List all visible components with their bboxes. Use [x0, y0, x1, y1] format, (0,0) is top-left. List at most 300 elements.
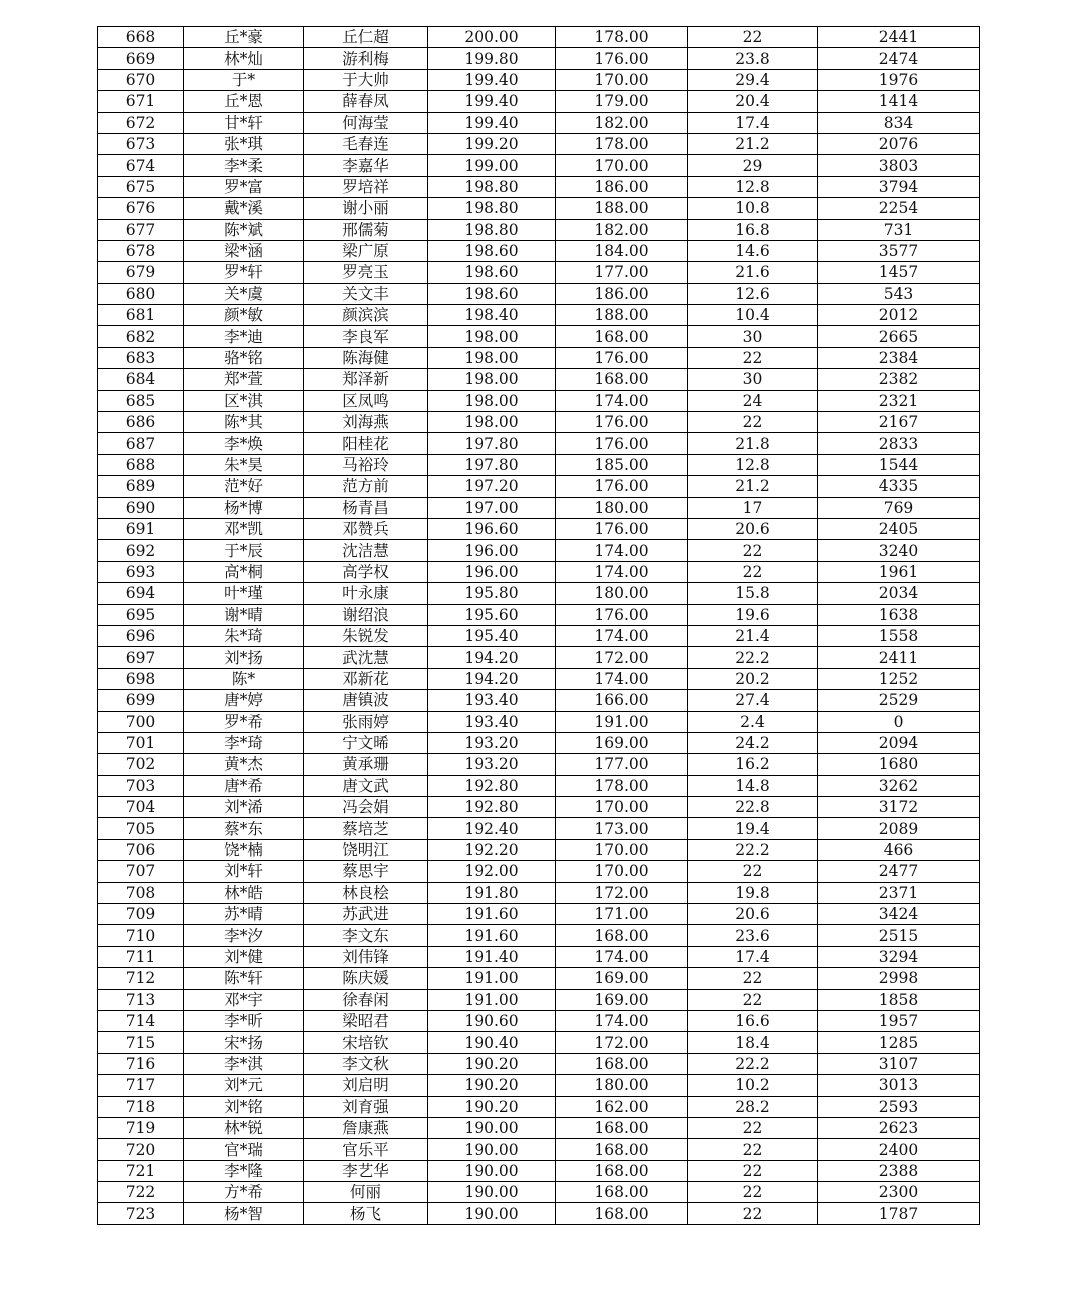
rank-cell: 690 — [98, 497, 184, 518]
total-score-cell: 198.80 — [428, 176, 556, 197]
code-cell: 2833 — [818, 433, 980, 454]
table-row — [98, 133, 980, 154]
code-cell: 466 — [818, 839, 980, 860]
difference-cell: 28.2 — [688, 1096, 818, 1117]
table-row — [98, 1160, 980, 1181]
code-cell: 769 — [818, 497, 980, 518]
guardian-name-cell: 谢绍浪 — [304, 604, 428, 625]
total-score-cell: 193.20 — [428, 754, 556, 775]
student-name-cell: 宋*扬 — [184, 1032, 304, 1053]
difference-cell: 20.2 — [688, 668, 818, 689]
student-name-cell: 骆*铭 — [184, 347, 304, 368]
table-row — [98, 732, 980, 753]
table-row — [98, 1096, 980, 1117]
code-cell: 1961 — [818, 561, 980, 582]
code-cell: 3794 — [818, 176, 980, 197]
difference-cell: 17 — [688, 497, 818, 518]
base-score-cell: 176.00 — [556, 412, 688, 433]
base-score-cell: 176.00 — [556, 476, 688, 497]
total-score-cell: 199.00 — [428, 155, 556, 176]
table-row — [98, 1075, 980, 1096]
rank-cell: 722 — [98, 1182, 184, 1203]
code-cell: 1680 — [818, 754, 980, 775]
student-name-cell: 丘*恩 — [184, 91, 304, 112]
code-cell: 3294 — [818, 946, 980, 967]
student-name-cell: 罗*希 — [184, 711, 304, 732]
difference-cell: 14.6 — [688, 240, 818, 261]
base-score-cell: 170.00 — [556, 69, 688, 90]
base-score-cell: 174.00 — [556, 390, 688, 411]
total-score-cell: 196.60 — [428, 518, 556, 539]
guardian-name-cell: 高学权 — [304, 561, 428, 582]
difference-cell: 17.4 — [688, 112, 818, 133]
total-score-cell: 190.20 — [428, 1096, 556, 1117]
rank-cell: 721 — [98, 1160, 184, 1181]
code-cell: 2623 — [818, 1117, 980, 1138]
base-score-cell: 169.00 — [556, 732, 688, 753]
table-row — [98, 283, 980, 304]
code-cell: 2405 — [818, 518, 980, 539]
table-row — [98, 412, 980, 433]
rank-cell: 698 — [98, 668, 184, 689]
rank-cell: 691 — [98, 518, 184, 539]
difference-cell: 24.2 — [688, 732, 818, 753]
student-name-cell: 林*锐 — [184, 1117, 304, 1138]
table-row — [98, 1182, 980, 1203]
rank-cell: 719 — [98, 1117, 184, 1138]
difference-cell: 20.6 — [688, 518, 818, 539]
student-name-cell: 蔡*东 — [184, 818, 304, 839]
student-name-cell: 刘*轩 — [184, 861, 304, 882]
guardian-name-cell: 谢小丽 — [304, 198, 428, 219]
guardian-name-cell: 蔡思宇 — [304, 861, 428, 882]
rank-cell: 701 — [98, 732, 184, 753]
guardian-name-cell: 杨飞 — [304, 1203, 428, 1224]
total-score-cell: 191.60 — [428, 904, 556, 925]
difference-cell: 19.8 — [688, 882, 818, 903]
base-score-cell: 170.00 — [556, 839, 688, 860]
code-cell: 2076 — [818, 133, 980, 154]
table-row — [98, 347, 980, 368]
difference-cell: 22 — [688, 1139, 818, 1160]
student-name-cell: 林*灿 — [184, 48, 304, 69]
base-score-cell: 191.00 — [556, 711, 688, 732]
difference-cell: 22 — [688, 1182, 818, 1203]
code-cell: 3107 — [818, 1053, 980, 1074]
student-name-cell: 邓*凯 — [184, 518, 304, 539]
total-score-cell: 193.40 — [428, 690, 556, 711]
base-score-cell: 169.00 — [556, 968, 688, 989]
guardian-name-cell: 官乐平 — [304, 1139, 428, 1160]
guardian-name-cell: 何海莹 — [304, 112, 428, 133]
total-score-cell: 190.20 — [428, 1053, 556, 1074]
rank-cell: 673 — [98, 133, 184, 154]
base-score-cell: 168.00 — [556, 1139, 688, 1160]
base-score-cell: 171.00 — [556, 904, 688, 925]
rank-cell: 711 — [98, 946, 184, 967]
guardian-name-cell: 薛春凤 — [304, 91, 428, 112]
table-row — [98, 797, 980, 818]
code-cell: 1787 — [818, 1203, 980, 1224]
table-row — [98, 711, 980, 732]
guardian-name-cell: 丘仁超 — [304, 27, 428, 48]
code-cell: 2474 — [818, 48, 980, 69]
student-name-cell: 丘*豪 — [184, 27, 304, 48]
total-score-cell: 193.40 — [428, 711, 556, 732]
guardian-name-cell: 刘海燕 — [304, 412, 428, 433]
total-score-cell: 194.20 — [428, 647, 556, 668]
difference-cell: 19.6 — [688, 604, 818, 625]
rank-cell: 672 — [98, 112, 184, 133]
total-score-cell: 198.40 — [428, 305, 556, 326]
rank-cell: 681 — [98, 305, 184, 326]
base-score-cell: 172.00 — [556, 882, 688, 903]
table-row — [98, 904, 980, 925]
rank-cell: 674 — [98, 155, 184, 176]
student-name-cell: 刘*铭 — [184, 1096, 304, 1117]
base-score-cell: 174.00 — [556, 561, 688, 582]
difference-cell: 30 — [688, 326, 818, 347]
code-cell: 2371 — [818, 882, 980, 903]
guardian-name-cell: 关文丰 — [304, 283, 428, 304]
table-row — [98, 326, 980, 347]
student-name-cell: 李*淇 — [184, 1053, 304, 1074]
guardian-name-cell: 罗亮玉 — [304, 262, 428, 283]
base-score-cell: 176.00 — [556, 433, 688, 454]
code-cell: 2665 — [818, 326, 980, 347]
student-name-cell: 戴*溪 — [184, 198, 304, 219]
rank-cell: 715 — [98, 1032, 184, 1053]
difference-cell: 10.2 — [688, 1075, 818, 1096]
rank-cell: 687 — [98, 433, 184, 454]
difference-cell: 21.8 — [688, 433, 818, 454]
student-name-cell: 叶*瑾 — [184, 583, 304, 604]
student-name-cell: 罗*轩 — [184, 262, 304, 283]
base-score-cell: 186.00 — [556, 283, 688, 304]
difference-cell: 23.8 — [688, 48, 818, 69]
rank-cell: 713 — [98, 989, 184, 1010]
table-row — [98, 1203, 980, 1224]
base-score-cell: 180.00 — [556, 497, 688, 518]
student-name-cell: 饶*楠 — [184, 839, 304, 860]
total-score-cell: 195.60 — [428, 604, 556, 625]
rank-cell: 718 — [98, 1096, 184, 1117]
difference-cell: 22 — [688, 27, 818, 48]
base-score-cell: 176.00 — [556, 604, 688, 625]
rank-cell: 708 — [98, 882, 184, 903]
student-name-cell: 颜*敏 — [184, 305, 304, 326]
rank-cell: 707 — [98, 861, 184, 882]
table-row — [98, 433, 980, 454]
rank-cell: 703 — [98, 775, 184, 796]
guardian-name-cell: 冯会娟 — [304, 797, 428, 818]
table-row — [98, 155, 980, 176]
difference-cell: 15.8 — [688, 583, 818, 604]
total-score-cell: 190.00 — [428, 1117, 556, 1138]
base-score-cell: 174.00 — [556, 668, 688, 689]
table-row — [98, 839, 980, 860]
code-cell: 1285 — [818, 1032, 980, 1053]
code-cell: 3240 — [818, 540, 980, 561]
total-score-cell: 196.00 — [428, 561, 556, 582]
guardian-name-cell: 饶明江 — [304, 839, 428, 860]
base-score-cell: 188.00 — [556, 198, 688, 219]
guardian-name-cell: 武沈慧 — [304, 647, 428, 668]
table-row — [98, 540, 980, 561]
rank-cell: 685 — [98, 390, 184, 411]
guardian-name-cell: 毛春连 — [304, 133, 428, 154]
total-score-cell: 191.40 — [428, 946, 556, 967]
total-score-cell: 198.80 — [428, 219, 556, 240]
guardian-name-cell: 宁文晞 — [304, 732, 428, 753]
base-score-cell: 168.00 — [556, 1117, 688, 1138]
student-name-cell: 方*希 — [184, 1182, 304, 1203]
base-score-cell: 174.00 — [556, 946, 688, 967]
table-row — [98, 754, 980, 775]
table-row — [98, 518, 980, 539]
total-score-cell: 197.00 — [428, 497, 556, 518]
base-score-cell: 178.00 — [556, 27, 688, 48]
code-cell: 2012 — [818, 305, 980, 326]
total-score-cell: 198.60 — [428, 240, 556, 261]
guardian-name-cell: 范方前 — [304, 476, 428, 497]
guardian-name-cell: 罗培祥 — [304, 176, 428, 197]
difference-cell: 21.2 — [688, 133, 818, 154]
rank-cell: 669 — [98, 48, 184, 69]
table-row — [98, 390, 980, 411]
code-cell: 834 — [818, 112, 980, 133]
student-name-cell: 李*琦 — [184, 732, 304, 753]
total-score-cell: 190.00 — [428, 1203, 556, 1224]
total-score-cell: 200.00 — [428, 27, 556, 48]
code-cell: 2411 — [818, 647, 980, 668]
total-score-cell: 191.80 — [428, 882, 556, 903]
guardian-name-cell: 郑泽新 — [304, 369, 428, 390]
difference-cell: 16.2 — [688, 754, 818, 775]
guardian-name-cell: 陈庆媛 — [304, 968, 428, 989]
student-name-cell: 黄*杰 — [184, 754, 304, 775]
guardian-name-cell: 詹康燕 — [304, 1117, 428, 1138]
rank-cell: 716 — [98, 1053, 184, 1074]
table-row — [98, 69, 980, 90]
student-name-cell: 甘*轩 — [184, 112, 304, 133]
code-cell: 3803 — [818, 155, 980, 176]
difference-cell: 29 — [688, 155, 818, 176]
code-cell: 1252 — [818, 668, 980, 689]
student-name-cell: 高*桐 — [184, 561, 304, 582]
base-score-cell: 170.00 — [556, 861, 688, 882]
difference-cell: 21.6 — [688, 262, 818, 283]
total-score-cell: 190.40 — [428, 1032, 556, 1053]
table-row — [98, 240, 980, 261]
base-score-cell: 172.00 — [556, 647, 688, 668]
base-score-cell: 168.00 — [556, 1182, 688, 1203]
guardian-name-cell: 马裕玲 — [304, 454, 428, 475]
base-score-cell: 173.00 — [556, 818, 688, 839]
code-cell: 543 — [818, 283, 980, 304]
total-score-cell: 198.80 — [428, 198, 556, 219]
total-score-cell: 194.20 — [428, 668, 556, 689]
total-score-cell: 196.00 — [428, 540, 556, 561]
difference-cell: 10.8 — [688, 198, 818, 219]
student-name-cell: 张*琪 — [184, 133, 304, 154]
base-score-cell: 170.00 — [556, 797, 688, 818]
guardian-name-cell: 唐镇波 — [304, 690, 428, 711]
code-cell: 2400 — [818, 1139, 980, 1160]
rank-cell: 704 — [98, 797, 184, 818]
difference-cell: 17.4 — [688, 946, 818, 967]
code-cell: 2441 — [818, 27, 980, 48]
code-cell: 4335 — [818, 476, 980, 497]
student-name-cell: 关*虞 — [184, 283, 304, 304]
student-name-cell: 唐*婷 — [184, 690, 304, 711]
guardian-name-cell: 苏武进 — [304, 904, 428, 925]
guardian-name-cell: 游利梅 — [304, 48, 428, 69]
difference-cell: 21.2 — [688, 476, 818, 497]
base-score-cell: 180.00 — [556, 583, 688, 604]
total-score-cell: 197.20 — [428, 476, 556, 497]
guardian-name-cell: 刘育强 — [304, 1096, 428, 1117]
rank-cell: 671 — [98, 91, 184, 112]
base-score-cell: 182.00 — [556, 112, 688, 133]
total-score-cell: 198.00 — [428, 412, 556, 433]
base-score-cell: 168.00 — [556, 1203, 688, 1224]
base-score-cell: 180.00 — [556, 1075, 688, 1096]
code-cell: 2515 — [818, 925, 980, 946]
total-score-cell: 198.00 — [428, 347, 556, 368]
student-name-cell: 区*淇 — [184, 390, 304, 411]
difference-cell: 22 — [688, 989, 818, 1010]
code-cell: 1638 — [818, 604, 980, 625]
difference-cell: 22 — [688, 861, 818, 882]
difference-cell: 22 — [688, 412, 818, 433]
student-name-cell: 刘*元 — [184, 1075, 304, 1096]
code-cell: 2388 — [818, 1160, 980, 1181]
difference-cell: 23.6 — [688, 925, 818, 946]
total-score-cell: 192.40 — [428, 818, 556, 839]
student-name-cell: 李*迪 — [184, 326, 304, 347]
total-score-cell: 198.60 — [428, 283, 556, 304]
rank-cell: 683 — [98, 347, 184, 368]
code-cell: 2094 — [818, 732, 980, 753]
table-row — [98, 775, 980, 796]
table-row — [98, 690, 980, 711]
rank-cell: 682 — [98, 326, 184, 347]
guardian-name-cell: 李良军 — [304, 326, 428, 347]
difference-cell: 22 — [688, 347, 818, 368]
rank-cell: 688 — [98, 454, 184, 475]
total-score-cell: 192.80 — [428, 797, 556, 818]
code-cell: 0 — [818, 711, 980, 732]
code-cell: 2254 — [818, 198, 980, 219]
difference-cell: 19.4 — [688, 818, 818, 839]
student-name-cell: 唐*希 — [184, 775, 304, 796]
rank-cell: 699 — [98, 690, 184, 711]
guardian-name-cell: 唐文武 — [304, 775, 428, 796]
guardian-name-cell: 邢儒菊 — [304, 219, 428, 240]
table-row — [98, 989, 980, 1010]
code-cell: 2167 — [818, 412, 980, 433]
table-row — [98, 262, 980, 283]
rank-cell: 686 — [98, 412, 184, 433]
table-row — [98, 561, 980, 582]
code-cell: 3424 — [818, 904, 980, 925]
difference-cell: 22 — [688, 1160, 818, 1181]
base-score-cell: 179.00 — [556, 91, 688, 112]
table-body — [98, 27, 980, 1225]
total-score-cell: 197.80 — [428, 454, 556, 475]
guardian-name-cell: 张雨婷 — [304, 711, 428, 732]
difference-cell: 22 — [688, 540, 818, 561]
difference-cell: 27.4 — [688, 690, 818, 711]
guardian-name-cell: 梁广原 — [304, 240, 428, 261]
guardian-name-cell: 何丽 — [304, 1182, 428, 1203]
total-score-cell: 190.00 — [428, 1182, 556, 1203]
code-cell: 2089 — [818, 818, 980, 839]
code-cell: 1457 — [818, 262, 980, 283]
student-name-cell: 刘*健 — [184, 946, 304, 967]
total-score-cell: 192.20 — [428, 839, 556, 860]
rank-cell: 723 — [98, 1203, 184, 1224]
rank-cell: 712 — [98, 968, 184, 989]
rank-cell: 692 — [98, 540, 184, 561]
table-row — [98, 882, 980, 903]
guardian-name-cell: 朱锐发 — [304, 625, 428, 646]
guardian-name-cell: 颜滨滨 — [304, 305, 428, 326]
code-cell: 1544 — [818, 454, 980, 475]
base-score-cell: 184.00 — [556, 240, 688, 261]
rank-cell: 689 — [98, 476, 184, 497]
total-score-cell: 199.20 — [428, 133, 556, 154]
table-row — [98, 604, 980, 625]
rank-cell: 717 — [98, 1075, 184, 1096]
student-name-cell: 刘*浠 — [184, 797, 304, 818]
rank-cell: 706 — [98, 839, 184, 860]
difference-cell: 16.6 — [688, 1010, 818, 1031]
guardian-name-cell: 沈洁慧 — [304, 540, 428, 561]
difference-cell: 14.8 — [688, 775, 818, 796]
table-row — [98, 861, 980, 882]
base-score-cell: 168.00 — [556, 925, 688, 946]
student-name-cell: 郑*萱 — [184, 369, 304, 390]
base-score-cell: 178.00 — [556, 133, 688, 154]
table-row — [98, 1053, 980, 1074]
guardian-name-cell: 宋培钦 — [304, 1032, 428, 1053]
table-row — [98, 925, 980, 946]
base-score-cell: 185.00 — [556, 454, 688, 475]
rank-cell: 676 — [98, 198, 184, 219]
code-cell: 2034 — [818, 583, 980, 604]
base-score-cell: 176.00 — [556, 347, 688, 368]
total-score-cell: 192.00 — [428, 861, 556, 882]
ranking-table — [97, 26, 980, 1225]
total-score-cell: 198.00 — [428, 326, 556, 347]
student-name-cell: 李*柔 — [184, 155, 304, 176]
total-score-cell: 192.80 — [428, 775, 556, 796]
table-row — [98, 668, 980, 689]
table-row — [98, 48, 980, 69]
rank-cell: 720 — [98, 1139, 184, 1160]
code-cell: 1858 — [818, 989, 980, 1010]
difference-cell: 24 — [688, 390, 818, 411]
guardian-name-cell: 李艺华 — [304, 1160, 428, 1181]
total-score-cell: 191.60 — [428, 925, 556, 946]
student-name-cell: 朱*昊 — [184, 454, 304, 475]
code-cell: 3262 — [818, 775, 980, 796]
rank-cell: 696 — [98, 625, 184, 646]
base-score-cell: 162.00 — [556, 1096, 688, 1117]
table-row — [98, 1010, 980, 1031]
